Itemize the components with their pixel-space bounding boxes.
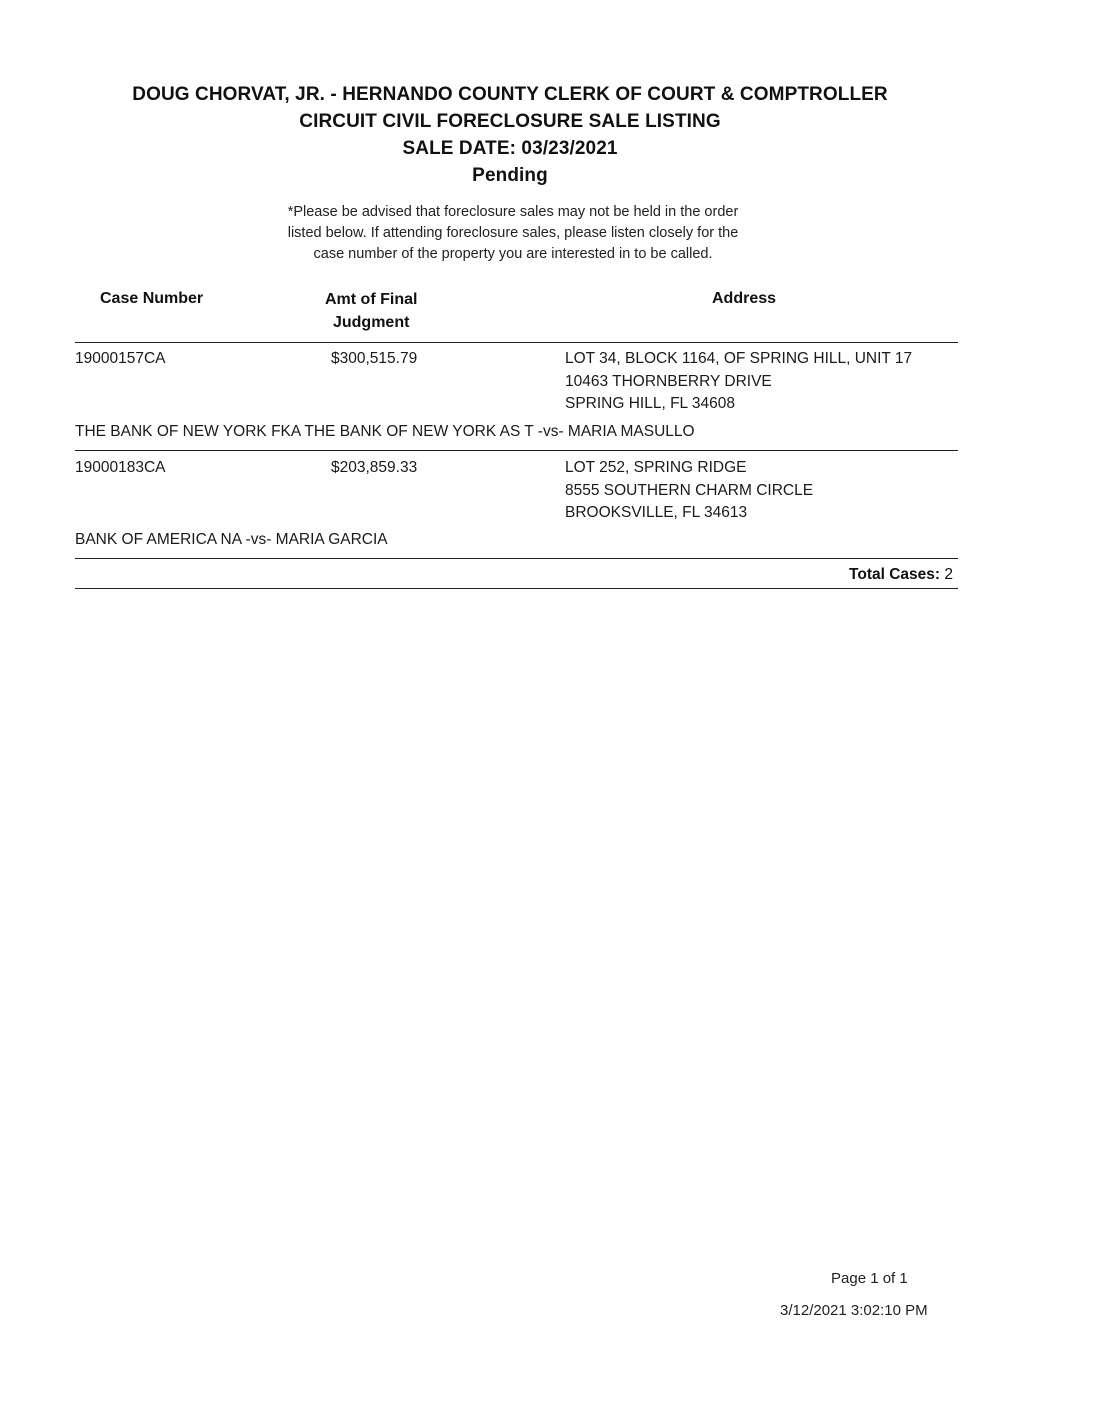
row-divider [75, 450, 958, 451]
address-line: LOT 252, SPRING RIDGE [565, 459, 747, 476]
case-number: 19000183CA [75, 459, 166, 476]
status-label: Pending [472, 165, 548, 186]
address-line: 10463 THORNBERRY DRIVE [565, 372, 772, 390]
column-header-amount-line: Judgment [332, 314, 410, 331]
notice-line: case number of the property you are interested in to be called. [313, 246, 713, 262]
row-divider [75, 558, 958, 559]
column-header-amount-line: Amt of Final [325, 291, 418, 308]
sale-date: SALE DATE: 03/23/2021 [402, 138, 618, 159]
page-number: Page 1 of 1 [831, 1270, 908, 1287]
report-subtitle: CIRCUIT CIVIL FORECLOSURE SALE LISTING [299, 111, 721, 132]
property-address [565, 457, 813, 525]
total-cases [849, 566, 953, 584]
case-parties: BANK OF AMERICA NA -vs- MARIA GARCIA [75, 531, 388, 548]
judgment-amount: $300,515.79 [331, 350, 418, 367]
notice-line: listed below. If attending foreclosure sales, please listen closely for the [287, 225, 739, 241]
address-line: BROOKSVILLE, FL 34613 [565, 504, 748, 521]
report-title: DOUG CHORVAT, JR. - HERNANDO COUNTY CLERK OF COURT & COMPTROLLER [132, 84, 888, 105]
address-line: SPRING HILL, FL 34608 [565, 395, 736, 412]
column-header-case-number: Case Number [100, 290, 204, 307]
header-divider [75, 342, 958, 343]
judgment-amount: $203,859.33 [331, 459, 418, 476]
total-cases-label: Total Cases: [849, 566, 941, 583]
case-number: 19000157CA [75, 350, 166, 367]
address-line: 8555 SOUTHERN CHARM CIRCLE [565, 481, 814, 499]
print-timestamp: 3/12/2021 3:02:10 PM [780, 1302, 928, 1319]
total-cases-value: 2 [944, 566, 953, 583]
advisory-notice [0, 202, 1026, 265]
notice-line: *Please be advised that foreclosure sales may not be held in the order [287, 204, 739, 220]
total-divider [75, 588, 958, 589]
column-header-address: Address [712, 290, 777, 307]
address-line: LOT 34, BLOCK 1164, OF SPRING HILL, UNIT 17 [565, 350, 913, 367]
column-header-amount [325, 288, 417, 334]
property-address [565, 348, 912, 416]
case-parties: THE BANK OF NEW YORK FKA THE BANK OF NEW YORK AS T -vs- MARIA MASULLO [75, 423, 695, 440]
